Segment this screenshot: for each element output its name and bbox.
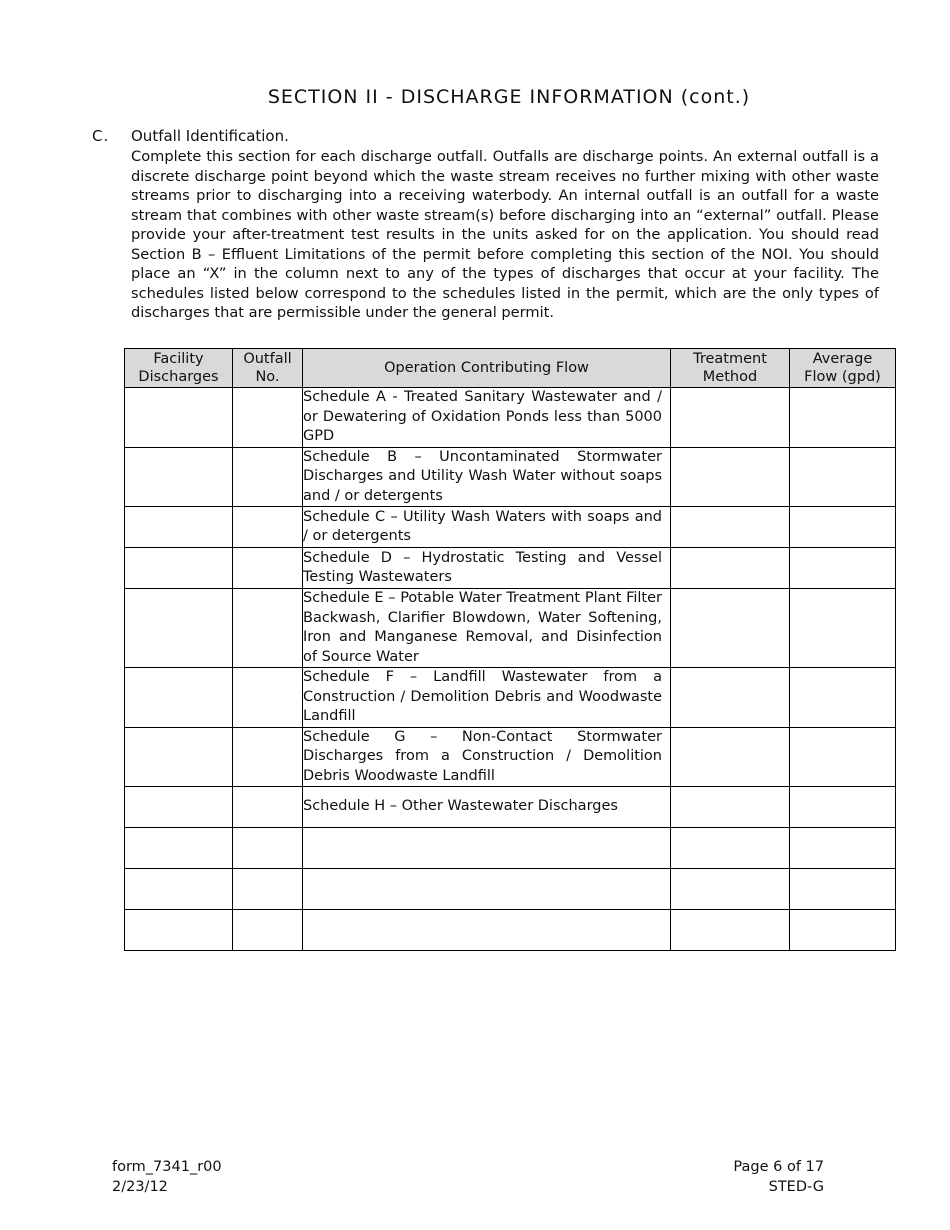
table-row <box>125 869 896 910</box>
table-row <box>125 589 896 668</box>
header-treatment-method: Treatment Method <box>671 349 790 388</box>
treatment-method-cell[interactable] <box>671 447 790 507</box>
outfall-no-cell[interactable] <box>233 828 303 869</box>
facility-discharges-cell[interactable] <box>125 447 233 507</box>
operation-cell: Schedule F – Landfill Wastewater from a Construction / Demolition Debris and Woodwaste Landfill <box>303 668 671 728</box>
page-number: Page 6 of 17 <box>733 1159 824 1175</box>
table-row <box>125 727 896 787</box>
table-row <box>125 668 896 728</box>
average-flow-cell[interactable] <box>790 507 896 548</box>
outfall-no-cell[interactable] <box>233 668 303 728</box>
average-flow-cell[interactable] <box>790 869 896 910</box>
form-date: 2/23/12 <box>112 1179 168 1195</box>
average-flow-cell[interactable] <box>790 548 896 589</box>
treatment-method-cell[interactable] <box>671 910 790 951</box>
outfall-no-cell[interactable] <box>233 727 303 787</box>
outfall-table <box>124 348 896 951</box>
table-row <box>125 507 896 548</box>
footer-right <box>620 1157 824 1197</box>
section-instructions: Complete this section for each discharge outfall. Outfalls are discharge points. An external outfall is a discrete discharge point beyond which the waste stream receives no further mixing with other waste streams prior to discharging into a receiving waterbody. An internal outfall is an outfall for a waste stream that combines with other waste stream(s) before discharging into an “external” outfall. Please provide your after-treatment test results in the units asked for on the application. You should read Section B – Effluent Limitations of the permit before completing this section of the NOI. You should place an “X” in the column next to any of the types of discharges that occur at your facility. The schedules listed below correspond to the schedules listed in the permit, which are the only types of discharges that are permissible under the general permit. <box>131 148 879 321</box>
outfall-no-cell[interactable] <box>233 869 303 910</box>
operation-cell[interactable] <box>303 828 671 869</box>
operation-cell: Schedule B – Uncontaminated Stormwater Discharges and Utility Wash Water without soaps and / or detergents <box>303 447 671 507</box>
operation-cell: Schedule A - Treated Sanitary Wastewater and / or Dewatering of Oxidation Ponds less than 5000 GPD <box>303 388 671 448</box>
average-flow-cell[interactable] <box>790 388 896 448</box>
treatment-method-cell[interactable] <box>671 548 790 589</box>
header-operation-contributing-flow: Operation Contributing Flow <box>303 349 671 388</box>
header-facility-discharges: Facility Discharges <box>125 349 233 388</box>
treatment-method-cell[interactable] <box>671 727 790 787</box>
treatment-method-cell[interactable] <box>671 589 790 668</box>
table-row <box>125 787 896 828</box>
outfall-no-cell[interactable] <box>233 910 303 951</box>
treatment-method-cell[interactable] <box>671 507 790 548</box>
facility-discharges-cell[interactable] <box>125 828 233 869</box>
outfall-no-cell[interactable] <box>233 447 303 507</box>
form-code: STED-G <box>768 1179 824 1195</box>
outfall-no-cell[interactable] <box>233 787 303 828</box>
operation-cell: Schedule C – Utility Wash Waters with soaps and / or detergents <box>303 507 671 548</box>
header-average-flow: Average Flow (gpd) <box>790 349 896 388</box>
footer-left <box>112 1157 222 1197</box>
average-flow-cell[interactable] <box>790 828 896 869</box>
average-flow-cell[interactable] <box>790 910 896 951</box>
average-flow-cell[interactable] <box>790 668 896 728</box>
treatment-method-cell[interactable] <box>671 828 790 869</box>
average-flow-cell[interactable] <box>790 727 896 787</box>
operation-cell: Schedule G – Non-Contact Stormwater Discharges from a Construction / Demolition Debris Woodwaste Landfill <box>303 727 671 787</box>
outfall-no-cell[interactable] <box>233 388 303 448</box>
table-header-row <box>125 349 896 388</box>
outfall-no-cell[interactable] <box>233 507 303 548</box>
operation-cell[interactable] <box>303 869 671 910</box>
treatment-method-cell[interactable] <box>671 869 790 910</box>
page-title: SECTION II - DISCHARGE INFORMATION (cont.) <box>267 86 751 108</box>
operation-cell: Schedule E – Potable Water Treatment Plant Filter Backwash, Clarifier Blowdown, Water Softening, Iron and Manganese Removal, and Disinfection of Source Water <box>303 589 671 668</box>
average-flow-cell[interactable] <box>790 787 896 828</box>
treatment-method-cell[interactable] <box>671 388 790 448</box>
facility-discharges-cell[interactable] <box>125 589 233 668</box>
operation-cell: Schedule H – Other Wastewater Discharges <box>303 787 671 828</box>
form-id: form_7341_r00 <box>112 1159 222 1175</box>
facility-discharges-cell[interactable] <box>125 869 233 910</box>
table-row <box>125 548 896 589</box>
facility-discharges-cell[interactable] <box>125 668 233 728</box>
treatment-method-cell[interactable] <box>671 787 790 828</box>
facility-discharges-cell[interactable] <box>125 787 233 828</box>
operation-cell: Schedule D – Hydrostatic Testing and Vessel Testing Wastewaters <box>303 548 671 589</box>
facility-discharges-cell[interactable] <box>125 727 233 787</box>
section-heading: Outfall Identification. <box>131 127 289 145</box>
facility-discharges-cell[interactable] <box>125 388 233 448</box>
facility-discharges-cell[interactable] <box>125 910 233 951</box>
operation-cell[interactable] <box>303 910 671 951</box>
outfall-no-cell[interactable] <box>233 589 303 668</box>
treatment-method-cell[interactable] <box>671 668 790 728</box>
table-row <box>125 447 896 507</box>
facility-discharges-cell[interactable] <box>125 548 233 589</box>
header-outfall-no: Outfall No. <box>233 349 303 388</box>
table-row <box>125 910 896 951</box>
average-flow-cell[interactable] <box>790 589 896 668</box>
table-row <box>125 388 896 448</box>
average-flow-cell[interactable] <box>790 447 896 507</box>
facility-discharges-cell[interactable] <box>125 507 233 548</box>
outfall-no-cell[interactable] <box>233 548 303 589</box>
section-letter: C. <box>92 127 110 145</box>
table-row <box>125 828 896 869</box>
